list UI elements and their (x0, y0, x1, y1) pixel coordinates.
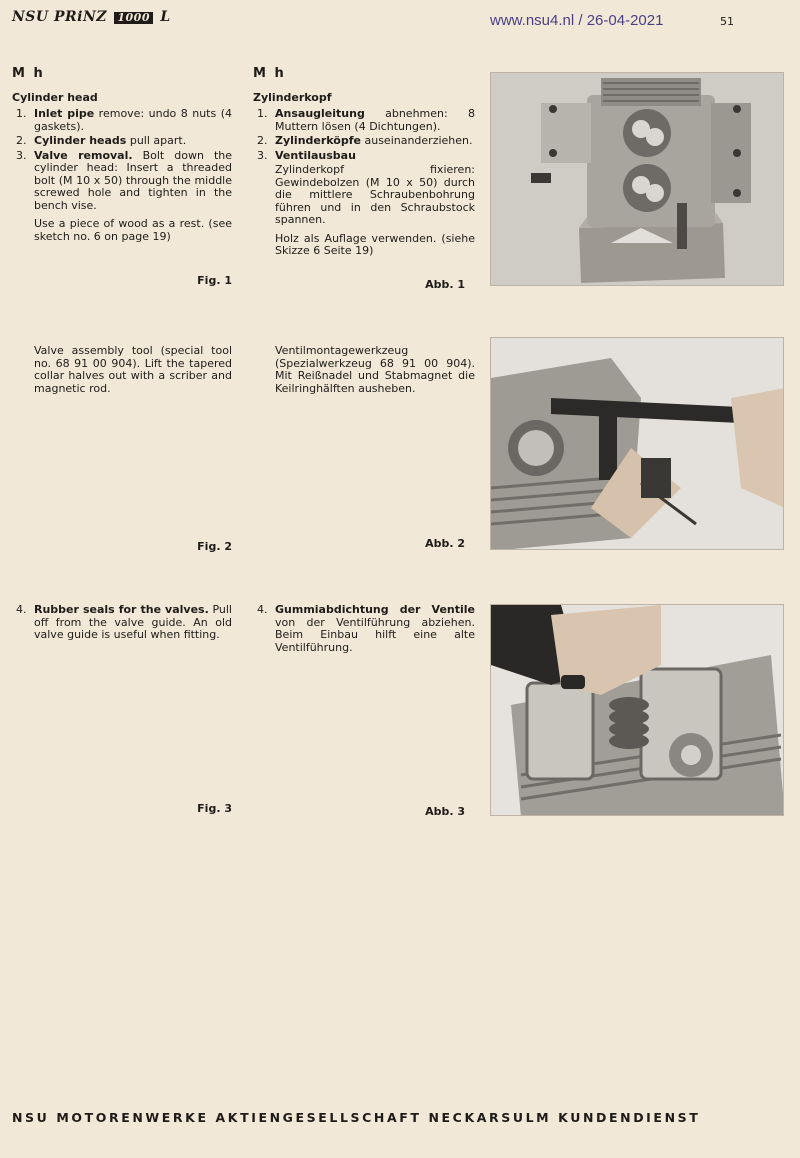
photo-valve-assembly-tool (490, 337, 784, 550)
german-para-2: Ventilmontagewerkzeug (Spezialwerkzeug 68 91 00 904). Mit Reißnadel und Stabmagnet die Keilringhälften ausheben. (275, 344, 475, 395)
header-logo (12, 9, 171, 25)
english-note: Use a piece of wood as a rest. (see sketch no. 6 on page 19) (34, 217, 232, 243)
english-heading: Cylinder head (12, 91, 98, 104)
english-step-4: 4. Rubber seals for the valves. Pull off from the valve guide. An old valve guide is useful when fitting. (16, 603, 232, 641)
abb-2-label: Abb. 2 (425, 537, 465, 550)
english-step-3: 3. Valve removal. Bolt down the cylinder head: Insert a threaded bolt (M 10 x 50) through the middle screwed hole and tighten in the bench vise. (16, 148, 232, 212)
photo-rubber-seals-valves (490, 604, 784, 816)
german-steps-list (253, 108, 475, 162)
german-step-1: 1. Ansaugleitung abnehmen: 8 Muttern lösen (4 Dichtungen). (257, 107, 475, 133)
abb-1-label: Abb. 1 (425, 278, 465, 291)
logo-text: NSU PRiNZ (12, 9, 107, 25)
abb-3-label: Abb. 3 (425, 805, 465, 818)
english-steps-block (12, 108, 232, 243)
page-number: 51 (720, 15, 734, 28)
fig-2-label: Fig. 2 (197, 540, 232, 553)
english-step-2: 2. Cylinder heads pull apart. (16, 134, 187, 147)
german-step-4: 4. Gummiabdichtung der Ventile von der Ventilführung abziehen. Beim Einbau hilft eine alte Ventilführung. (257, 603, 475, 654)
english-steps-list (12, 108, 232, 212)
watermark-url-date: www.nsu4.nl / 26-04-2021 (490, 12, 664, 29)
german-note: Holz als Auflage verwenden. (siehe Skizze 6 Seite 19) (275, 231, 475, 257)
footer-company: NSU MOTORENWERKE AKTIENGESELLSCHAFT NECKARSULM KUNDENDIENST (12, 1110, 701, 1125)
fig-3-label: Fig. 3 (197, 802, 232, 815)
english-section-code: M h (12, 66, 45, 81)
german-section-code: M h (253, 66, 286, 81)
fig-1-label: Fig. 1 (197, 274, 232, 287)
english-para-2: Valve assembly tool (special tool no. 68 91 00 904). Lift the tapered collar halves out with a scriber and magnetic rod. (34, 344, 232, 395)
photo-cylinder-head-on-wood (490, 72, 784, 286)
german-step-4-block (253, 604, 475, 656)
english-step-4-block (12, 604, 232, 644)
german-heading: Zylinderkopf (253, 91, 332, 104)
logo-boxed-number: 1000 (114, 12, 153, 24)
logo-suffix: L (160, 9, 171, 25)
german-step-3-detail: Zylinderkopf fixieren: Gewindebolzen (M 10 x 50) durch die mittlere Schraubenbohrung führen und in den Schraubstock spannen. (275, 163, 475, 226)
english-step-1: 1. Inlet pipe remove: undo 8 nuts (4 gaskets). (16, 107, 232, 133)
german-steps-block (253, 108, 475, 258)
german-step-3: 3. Ventilausbau (257, 148, 356, 162)
german-step-2: 2. Zylinderköpfe auseinanderziehen. (257, 134, 473, 147)
